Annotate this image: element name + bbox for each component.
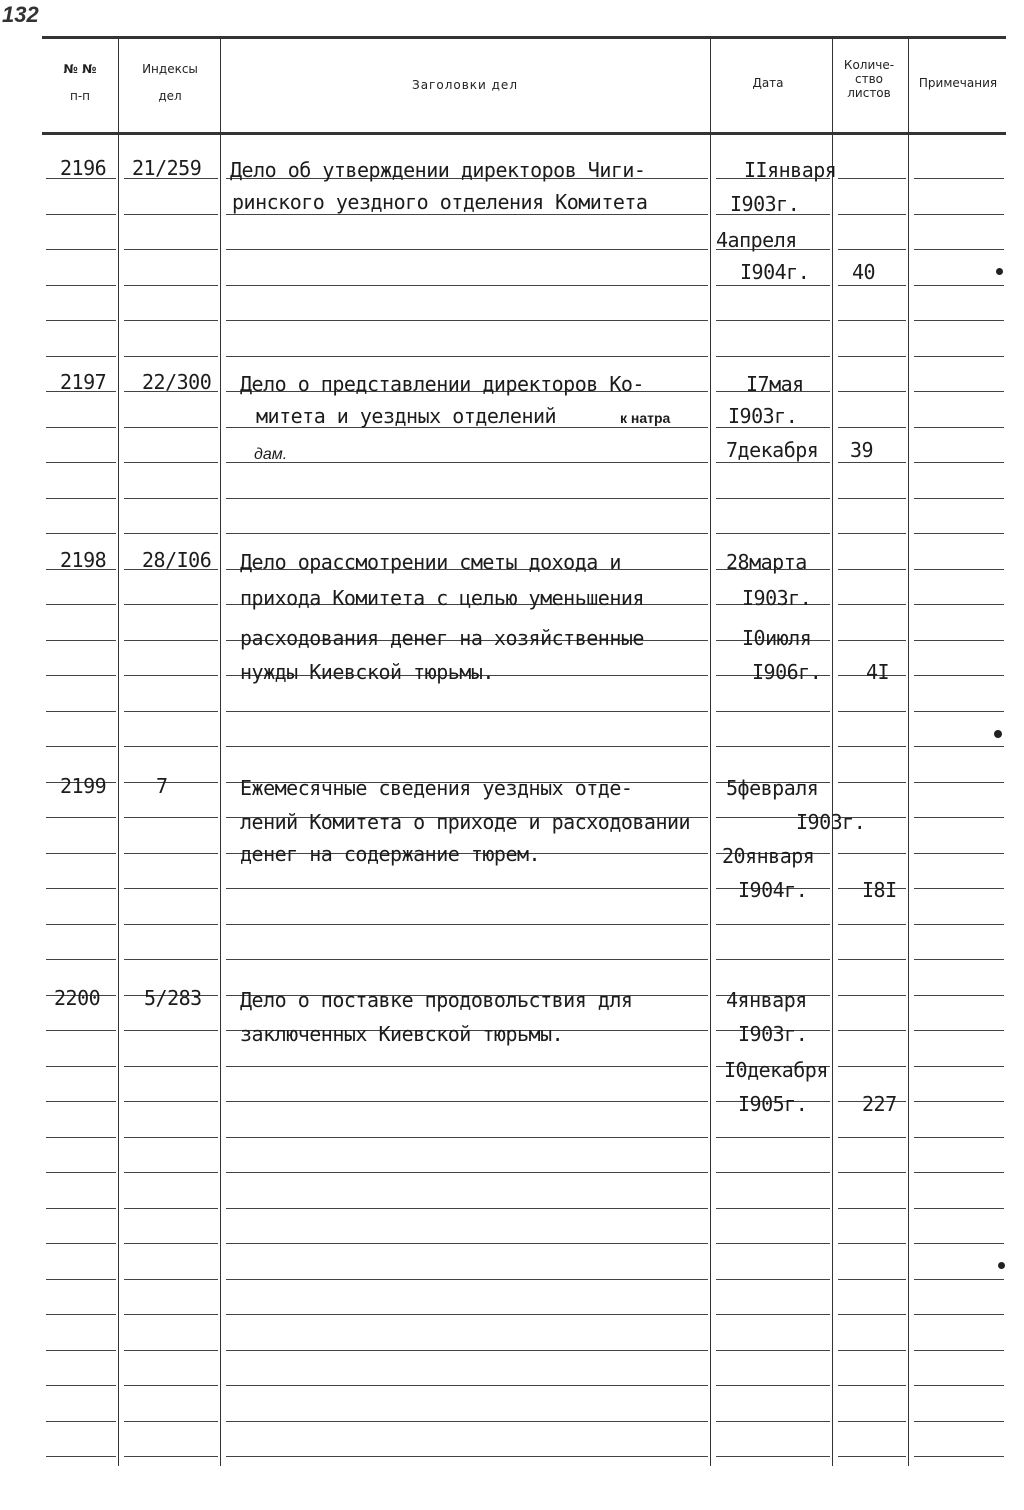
entry-date-line: I904г. xyxy=(738,878,808,902)
entry-number: 2200 xyxy=(54,986,101,1010)
ruled-line xyxy=(914,214,1004,215)
ruled-line xyxy=(46,746,116,747)
ruled-line xyxy=(716,1385,830,1386)
ruled-line xyxy=(46,320,116,321)
ruled-line xyxy=(838,214,906,215)
ruled-line xyxy=(46,604,116,605)
entry-number: 2197 xyxy=(60,370,107,394)
ruled-line xyxy=(226,1456,708,1457)
entry-date-line: I903г. xyxy=(730,192,800,216)
entry-title-line: ринского уездного отделения Комитета xyxy=(232,190,648,214)
ruled-line xyxy=(46,462,116,463)
ruled-line xyxy=(914,1030,1004,1031)
ruled-line xyxy=(226,1137,708,1138)
ruled-line xyxy=(838,1243,906,1244)
ruled-line xyxy=(716,1279,830,1280)
ruled-line xyxy=(914,178,1004,179)
ruled-line xyxy=(46,853,116,854)
ruled-line xyxy=(124,320,218,321)
ruled-line xyxy=(46,1243,116,1244)
entry-number: 2198 xyxy=(60,548,107,572)
ruled-line xyxy=(226,711,708,712)
ruled-line xyxy=(46,711,116,712)
ruled-line xyxy=(46,249,116,250)
ruled-line xyxy=(716,959,830,960)
entry-title-line: денег на содержание тюрем. xyxy=(240,842,541,866)
ruled-line xyxy=(46,817,116,818)
ruled-line xyxy=(838,1030,906,1031)
ruled-line xyxy=(914,356,1004,357)
entry-title-line: Дело о представлении директоров Ко- xyxy=(240,372,644,396)
ruled-line xyxy=(46,1030,116,1031)
entry-date-line: I0декабря xyxy=(724,1058,828,1082)
ruled-line xyxy=(124,1030,218,1031)
ruled-line xyxy=(914,285,1004,286)
ruled-line xyxy=(124,1456,218,1457)
page-number: 132 xyxy=(2,2,39,27)
ruled-line xyxy=(716,924,830,925)
ruled-line xyxy=(716,498,830,499)
ruled-line xyxy=(838,285,906,286)
ruled-line xyxy=(124,1279,218,1280)
ruled-line xyxy=(838,320,906,321)
ruled-line xyxy=(716,533,830,534)
ruled-line xyxy=(838,959,906,960)
entry-title-line: Дело об утверждении директоров Чиги- xyxy=(230,158,646,182)
ruled-line xyxy=(124,1101,218,1102)
entry-title-line: заключенных Киевской тюрьмы. xyxy=(240,1022,564,1046)
ruled-line xyxy=(46,640,116,641)
ruled-line xyxy=(914,1421,1004,1422)
ruled-line xyxy=(838,924,906,925)
ruled-line xyxy=(838,391,906,392)
ruled-line xyxy=(838,1137,906,1138)
ruled-line xyxy=(838,249,906,250)
ruled-line xyxy=(838,640,906,641)
ruled-line xyxy=(838,569,906,570)
ruled-line xyxy=(914,782,1004,783)
ruled-line xyxy=(914,711,1004,712)
ruled-line xyxy=(124,959,218,960)
ruled-line xyxy=(914,1137,1004,1138)
ruled-line xyxy=(226,1421,708,1422)
ruled-line xyxy=(226,1101,708,1102)
ruled-line xyxy=(914,1066,1004,1067)
entry-date-line: 28марта xyxy=(726,550,807,574)
entry-title-line: Ежемесячные сведения уездных отде- xyxy=(240,776,633,800)
ruled-line xyxy=(124,711,218,712)
ruled-line xyxy=(716,462,830,463)
ruled-line xyxy=(46,1456,116,1457)
ruled-line xyxy=(838,178,906,179)
ruled-line xyxy=(124,1066,218,1067)
ruled-line xyxy=(838,1066,906,1067)
entry-date-line: I0июля xyxy=(742,626,812,650)
ruled-line xyxy=(914,1208,1004,1209)
entry-index: 22/300 xyxy=(142,370,212,394)
entry-title-line: прихода Комитета с целью уменьшения xyxy=(240,586,644,610)
ruled-line xyxy=(914,320,1004,321)
ruled-line xyxy=(46,1172,116,1173)
ruled-line xyxy=(124,1172,218,1173)
entry-date-line: 4апреля xyxy=(716,228,797,252)
ruled-line xyxy=(716,1137,830,1138)
ruled-line xyxy=(124,249,218,250)
ruled-line xyxy=(226,1066,708,1067)
header-title: Заголовки дел xyxy=(412,78,518,92)
ruled-line xyxy=(124,427,218,428)
entry-date-line: I903г. xyxy=(738,1022,808,1046)
ruled-line xyxy=(914,1279,1004,1280)
ruled-line xyxy=(914,924,1004,925)
ruled-line xyxy=(226,356,708,357)
ruled-line xyxy=(226,249,708,250)
ruled-line xyxy=(914,604,1004,605)
ruled-line xyxy=(838,1421,906,1422)
ruled-line xyxy=(124,1243,218,1244)
ruled-line xyxy=(46,1279,116,1280)
ruled-line xyxy=(226,1243,708,1244)
ruled-line xyxy=(716,1208,830,1209)
handwritten-note: дам. xyxy=(254,446,288,463)
ruled-line xyxy=(838,746,906,747)
ruled-line xyxy=(226,1279,708,1280)
entry-date-line: I906г. xyxy=(752,660,822,684)
ruled-line xyxy=(226,746,708,747)
ruled-line xyxy=(914,959,1004,960)
entry-index: 5/283 xyxy=(144,986,202,1010)
ruled-line xyxy=(716,320,830,321)
ruled-line xyxy=(838,1385,906,1386)
entry-title-line: расходования денег на хозяйственные xyxy=(240,626,644,650)
ruled-line xyxy=(914,569,1004,570)
ruled-line xyxy=(914,640,1004,641)
ruled-line xyxy=(914,1314,1004,1315)
ruled-line xyxy=(124,782,218,783)
entry-title-line: Дело о поставке продовольствия для xyxy=(240,988,633,1012)
ruled-line xyxy=(838,498,906,499)
ruled-line xyxy=(914,853,1004,854)
punch-mark xyxy=(996,268,1003,275)
ruled-line xyxy=(46,1208,116,1209)
ruled-line xyxy=(716,1350,830,1351)
ruled-line xyxy=(226,320,708,321)
ruled-line xyxy=(124,356,218,357)
ruled-line xyxy=(124,462,218,463)
ruled-line xyxy=(46,498,116,499)
entry-date-line: 4января xyxy=(726,988,807,1012)
ruled-line xyxy=(124,924,218,925)
ruled-line xyxy=(46,356,116,357)
entry-index: 28/I06 xyxy=(142,548,212,572)
header-count: Количе- ство листов xyxy=(843,58,895,100)
ruled-line xyxy=(124,285,218,286)
ruled-line xyxy=(124,604,218,605)
ruled-line xyxy=(226,285,708,286)
ruled-line xyxy=(124,498,218,499)
handwritten-note: к натра xyxy=(620,410,671,426)
entry-date-line: I7мая xyxy=(746,372,804,396)
ruled-line xyxy=(914,888,1004,889)
entry-index: 21/259 xyxy=(132,156,202,180)
ruled-line xyxy=(46,533,116,534)
ruled-line xyxy=(124,853,218,854)
ruled-line xyxy=(46,1066,116,1067)
ruled-line xyxy=(838,995,906,996)
ruled-line xyxy=(226,959,708,960)
ruled-line xyxy=(46,427,116,428)
entry-date-line: I903г. xyxy=(728,404,798,428)
ruled-line xyxy=(716,746,830,747)
ruled-line xyxy=(124,1208,218,1209)
ruled-line xyxy=(124,746,218,747)
ruled-line xyxy=(838,427,906,428)
ruled-line xyxy=(914,1350,1004,1351)
ruled-line xyxy=(124,1421,218,1422)
ruled-line xyxy=(838,1456,906,1457)
ruled-line xyxy=(914,817,1004,818)
ruled-line xyxy=(124,214,218,215)
ruled-line xyxy=(124,1314,218,1315)
entry-title-line: митета и уездных отделений xyxy=(256,404,557,428)
ruled-line xyxy=(716,285,830,286)
ruled-line xyxy=(46,1314,116,1315)
ruled-line xyxy=(124,1350,218,1351)
entry-date-line: I903г. xyxy=(796,810,866,834)
ruled-line xyxy=(124,675,218,676)
entry-sheet-count: 4I xyxy=(866,660,890,684)
entry-date-line: I903г. xyxy=(742,586,812,610)
ruled-line xyxy=(124,888,218,889)
ruled-line xyxy=(226,533,708,534)
ruled-line xyxy=(838,1314,906,1315)
ruled-line xyxy=(124,1385,218,1386)
ruled-line xyxy=(226,1172,708,1173)
ruled-line xyxy=(716,356,830,357)
ruled-line xyxy=(914,675,1004,676)
punch-mark xyxy=(994,730,1002,738)
entry-date-line: 20января xyxy=(722,844,815,868)
ruled-line xyxy=(124,533,218,534)
entry-sheet-count: 39 xyxy=(850,438,874,462)
ruled-line xyxy=(226,1208,708,1209)
entry-title-line: лений Комитета о приходе и расходовании xyxy=(240,810,691,834)
ruled-line xyxy=(716,1456,830,1457)
entry-title-line: нужды Киевской тюрьмы. xyxy=(240,660,494,684)
ruled-line xyxy=(838,711,906,712)
entry-sheet-count: I8I xyxy=(862,878,897,902)
ruled-line xyxy=(914,746,1004,747)
ruled-line xyxy=(46,959,116,960)
entry-sheet-count: 40 xyxy=(852,260,876,284)
ruled-line xyxy=(716,1243,830,1244)
ruled-line xyxy=(914,533,1004,534)
ruled-line xyxy=(46,1421,116,1422)
entry-date-line: I905г. xyxy=(738,1092,808,1116)
entry-date-line: IIянваря xyxy=(744,158,837,182)
ruled-line xyxy=(46,924,116,925)
punch-mark xyxy=(998,1262,1005,1269)
ruled-line xyxy=(914,462,1004,463)
ruled-line xyxy=(838,462,906,463)
ruled-line xyxy=(46,1385,116,1386)
entry-number: 2196 xyxy=(60,156,107,180)
ruled-line xyxy=(226,462,708,463)
ruled-line xyxy=(716,1314,830,1315)
ruled-line xyxy=(46,285,116,286)
ruled-line xyxy=(838,604,906,605)
ruled-line xyxy=(914,1172,1004,1173)
ruled-line xyxy=(838,533,906,534)
ruled-line xyxy=(914,249,1004,250)
ruled-line xyxy=(46,675,116,676)
ruled-line xyxy=(838,356,906,357)
entry-number: 2199 xyxy=(60,774,107,798)
ruled-line xyxy=(226,888,708,889)
ruled-line xyxy=(226,1385,708,1386)
ruled-line xyxy=(914,1101,1004,1102)
header-notes: Примечания xyxy=(918,76,998,90)
ruled-line xyxy=(46,1101,116,1102)
entry-sheet-count: 227 xyxy=(862,1092,897,1116)
ruled-line xyxy=(226,1314,708,1315)
ruled-line xyxy=(838,1172,906,1173)
entry-date-line: 5февраля xyxy=(726,776,819,800)
ruled-line xyxy=(914,995,1004,996)
ruled-line xyxy=(46,1137,116,1138)
entry-index: 7 xyxy=(156,774,168,798)
ruled-line xyxy=(124,640,218,641)
ruled-line xyxy=(716,711,830,712)
ruled-line xyxy=(914,1385,1004,1386)
header-date: Дата xyxy=(752,76,784,90)
ruled-line xyxy=(226,498,708,499)
entry-date-line: 7декабря xyxy=(726,438,819,462)
ruled-line xyxy=(124,1137,218,1138)
ruled-line xyxy=(838,1279,906,1280)
ruled-line xyxy=(838,1208,906,1209)
entry-title-line: Дело орассмотрении сметы дохода и xyxy=(240,550,621,574)
ruled-line xyxy=(914,1243,1004,1244)
ruled-line xyxy=(838,853,906,854)
ruled-line xyxy=(716,1172,830,1173)
ruled-line xyxy=(46,888,116,889)
ruled-line xyxy=(124,817,218,818)
ruled-line xyxy=(914,427,1004,428)
ruled-line xyxy=(716,1421,830,1422)
ruled-line xyxy=(46,1350,116,1351)
ruled-line xyxy=(914,1456,1004,1457)
ruled-line xyxy=(838,782,906,783)
ruled-line xyxy=(914,498,1004,499)
ruled-line xyxy=(914,391,1004,392)
header-num: № № п-п xyxy=(63,62,97,103)
header-index: Индексы дел xyxy=(142,62,198,103)
ruled-line xyxy=(46,214,116,215)
ruled-line xyxy=(838,1350,906,1351)
ruled-line xyxy=(226,924,708,925)
ruled-line xyxy=(226,1350,708,1351)
entry-date-line: I904г. xyxy=(740,260,810,284)
